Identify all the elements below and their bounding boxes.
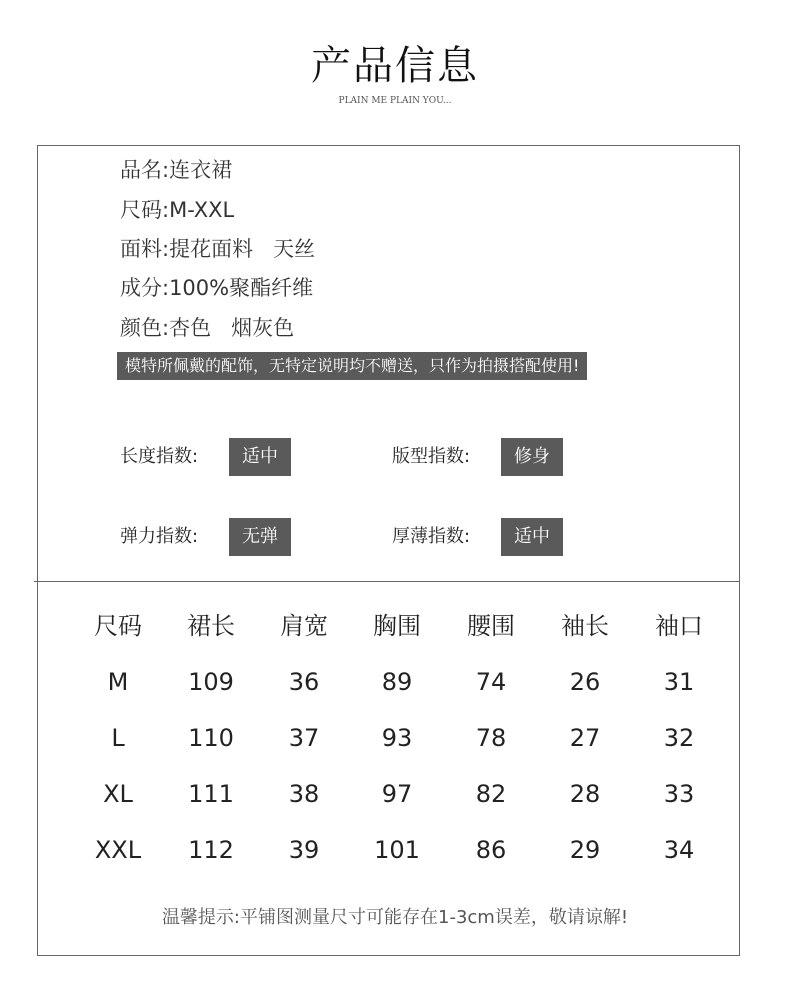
table-header: 尺码: [94, 612, 142, 640]
table-header: 胸围: [373, 612, 421, 640]
table-cell: 109: [188, 668, 234, 696]
thickness-index-badge: 适中: [501, 518, 563, 556]
table-cell: 111: [188, 780, 234, 808]
table-header: 袖口: [655, 612, 703, 640]
table-cell: 29: [569, 836, 601, 864]
table-cell: 33: [663, 780, 695, 808]
table-cell: M: [107, 668, 129, 696]
table-cell: 89: [381, 668, 413, 696]
product-name: 品名:连衣裙: [120, 158, 233, 182]
measurement-tip: 温馨提示:平铺图测量尺寸可能存在1-3cm误差，敬请谅解!: [161, 907, 629, 928]
product-fabric: 面料:提花面料 天丝: [120, 237, 316, 261]
table-header: 腰围: [467, 612, 515, 640]
elasticity-index-badge: 无弹: [229, 518, 291, 556]
table-cell: 34: [663, 836, 695, 864]
table-cell: 78: [475, 724, 507, 752]
accessory-notice: 模特所佩戴的配饰，无特定说明均不赠送，只作为拍摄搭配使用!: [117, 352, 587, 380]
table-cell: 97: [381, 780, 413, 808]
table-cell: 31: [663, 668, 695, 696]
table-cell: 112: [188, 836, 234, 864]
page-subtitle: PLAIN ME PLAIN YOU...: [338, 96, 452, 106]
table-cell: 26: [569, 668, 601, 696]
table-cell: XXL: [94, 836, 142, 864]
table-cell: 101: [374, 836, 420, 864]
table-header: 袖长: [561, 612, 609, 640]
product-composition: 成分:100%聚酯纤维: [120, 276, 314, 300]
product-color: 颜色:杏色 烟灰色: [120, 316, 295, 340]
fit-index-label: 版型指数:: [392, 446, 471, 467]
thickness-index-label: 厚薄指数:: [392, 526, 471, 547]
table-cell: 39: [288, 836, 320, 864]
product-size: 尺码:M-XXL: [120, 198, 235, 222]
table-cell: 110: [188, 724, 234, 752]
table-cell: 82: [475, 780, 507, 808]
table-cell: 86: [475, 836, 507, 864]
table-header: 裙长: [187, 612, 235, 640]
table-header: 肩宽: [280, 612, 328, 640]
table-cell: XL: [103, 780, 133, 808]
table-cell: 93: [381, 724, 413, 752]
page-title: 产品信息: [311, 43, 479, 89]
table-cell: 27: [569, 724, 601, 752]
table-cell: L: [111, 724, 125, 752]
length-index-label: 长度指数:: [120, 446, 199, 467]
table-cell: 28: [569, 780, 601, 808]
table-cell: 37: [288, 724, 320, 752]
table-cell: 36: [288, 668, 320, 696]
table-cell: 38: [288, 780, 320, 808]
elasticity-index-label: 弹力指数:: [120, 526, 199, 547]
length-index-badge: 适中: [229, 438, 291, 476]
section-divider: [34, 581, 740, 582]
table-cell: 32: [663, 724, 695, 752]
fit-index-badge: 修身: [501, 438, 563, 476]
table-cell: 74: [475, 668, 507, 696]
